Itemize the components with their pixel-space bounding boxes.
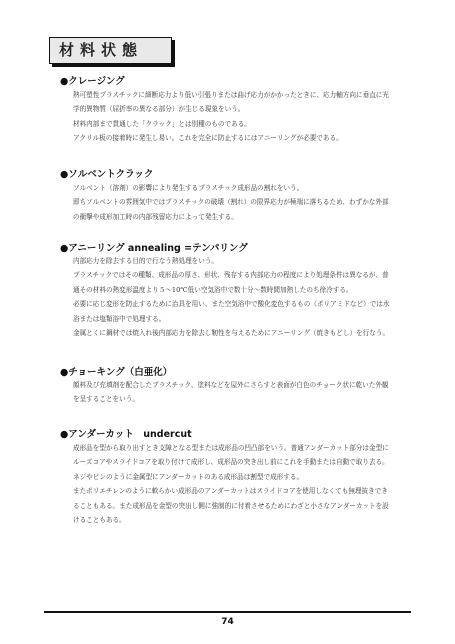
section-body-solvent-crack bbox=[73, 181, 418, 224]
section-body-chalking bbox=[73, 378, 418, 407]
body-line: アクリル板の接着時に発生し易い。これを完全に防止するにはアニーリングが必要である。 bbox=[73, 134, 343, 143]
section-heading-crazing: ●クレージング bbox=[60, 76, 125, 87]
body-line: を呈することをいう。 bbox=[73, 395, 139, 404]
page-title: 材料状態 bbox=[49, 37, 172, 64]
body-line: 必要に応じ変形を防止するために治具を用い、また空気浴中で酸化変色するもの（ポリアミドなど）では水 bbox=[73, 300, 390, 309]
section-body-annealing bbox=[73, 254, 418, 340]
body-line: けることもある。 bbox=[73, 515, 126, 524]
section-body-crazing bbox=[73, 88, 418, 146]
body-line: の衝撃や成形加工時の内部残留応力によって発生する。 bbox=[73, 212, 238, 221]
body-line: 材料内部まで貫通した「クラック」とは別種のものである。 bbox=[73, 119, 251, 128]
body-line: 金属とくに鋼材では焼入れ後内部応力を除去し靭性を与えるためにアニーリング（焼きもどし）を行なう。 bbox=[73, 328, 390, 337]
section-heading-chalking: ●チョーキング（白亜化） bbox=[60, 367, 173, 378]
body-line: またポリエチレンのように軟らかい成形品のアンダーカットはスライドコアを使用しなくても無理抜きでき bbox=[73, 487, 388, 496]
section-heading-solvent-crack: ●ソルベントクラック bbox=[60, 169, 154, 180]
page-number: 74 bbox=[221, 617, 234, 627]
body-line: プラスチックではその種類、成形品の厚さ、形状、残存する内部応力の程度により処理条件は異なるが、普 bbox=[73, 271, 389, 280]
section-heading-annealing: ●アニーリング annealing =テンパリング bbox=[60, 243, 248, 254]
body-line: 即ちソルベントの雰囲気中ではプラスチックの破壊（割れ）の限界応力が極端に落ちるため、わずかな外部 bbox=[73, 198, 389, 207]
body-line: ソルベント（溶剤）の影響により発生するプラスチック成形品の割れをいう。 bbox=[73, 184, 304, 192]
body-line: 学的異物質（屈折率の異なる部分）が生じる現象をいう。 bbox=[73, 105, 245, 114]
body-line: 顔料及び充填剤を配合したプラスチック、塗料などを屋外にさらすと表面が白色のチョーク状に乾いた外観 bbox=[73, 381, 389, 389]
body-line: 成形品を型から取り出すとき支障となる型または成形品の凹凸部をいう。普通アンダーカット部分は金型に bbox=[73, 444, 389, 452]
body-line: 浴または塩類浴中で処理する。 bbox=[73, 314, 166, 323]
body-line: ネジやピンのように金属型にアンダーカットのある成形品は割型で成形する。 bbox=[73, 472, 304, 481]
body-line: ルーズコアやスライドコアを取り付けて成形し、成形品の突き出し前にこれを手動または自動で取り去る。 bbox=[73, 458, 389, 467]
body-line: 熱可塑性プラスチックに細断応力より低い引張りまたは曲げ応力がかかったときに、応力軸方向に垂直に光 bbox=[73, 91, 389, 99]
section-heading-undercut: ●アンダーカット undercut bbox=[60, 429, 192, 440]
footer-divider bbox=[44, 611, 411, 613]
body-line: 通その材料の熱変形温度より５～10℃低い空気浴中で数十分～数時間加熱したのち徐冷する。 bbox=[73, 285, 353, 294]
section-body-undercut bbox=[73, 441, 418, 527]
body-line: ることもある。また成形品を金型の突出し側に強制的に付着させるためにわざと小さなアンダーカットを設 bbox=[73, 501, 389, 510]
body-line: 内部応力を除去する目的で行なう熱処理をいう。 bbox=[73, 257, 219, 265]
